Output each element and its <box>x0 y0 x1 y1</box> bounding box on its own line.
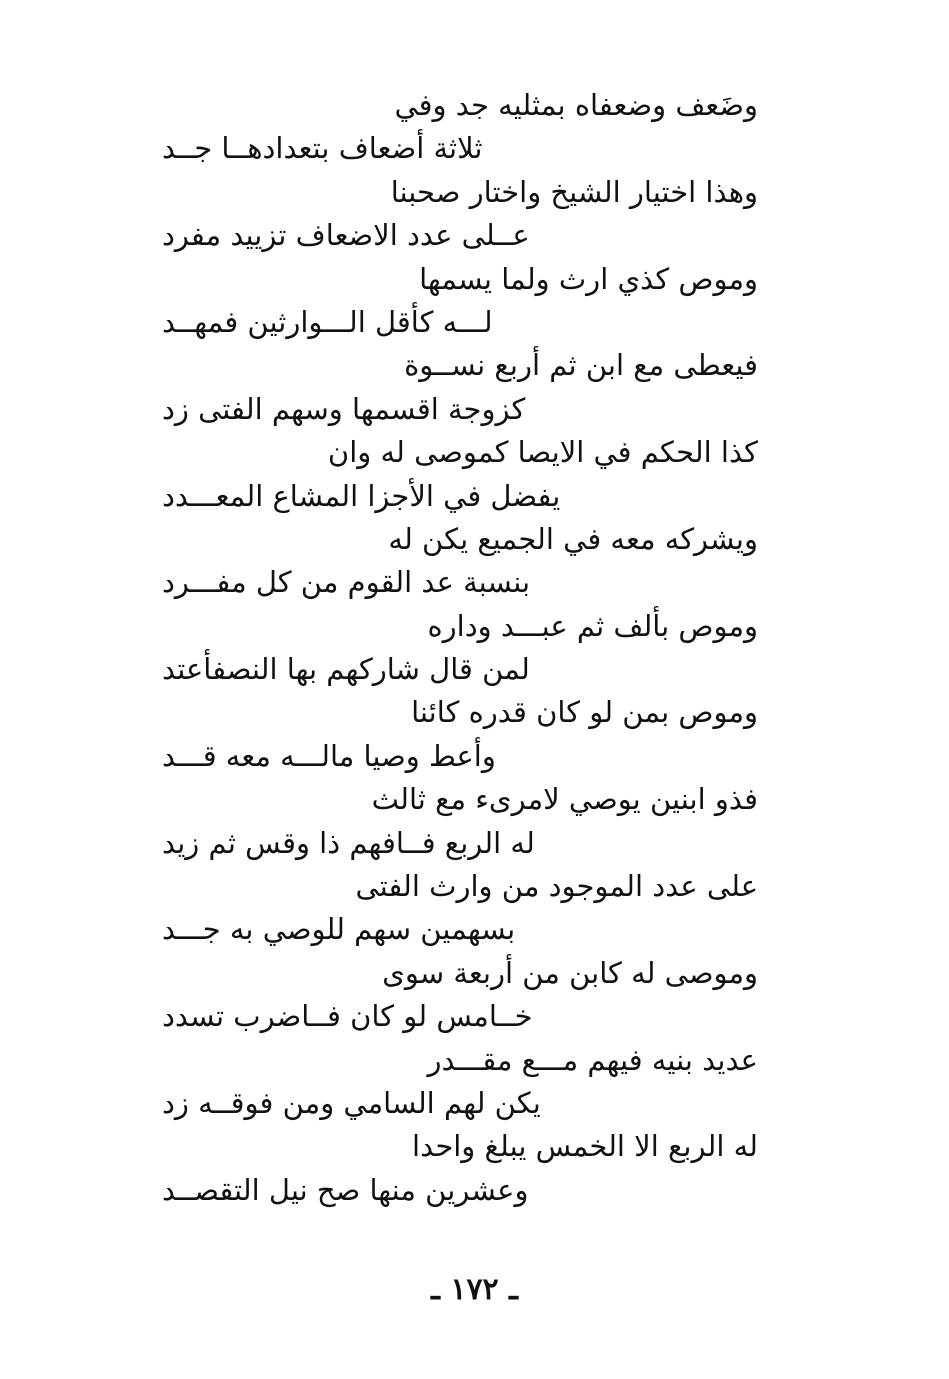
verse-line: وموص بألف ثم عبـــد وداره <box>427 608 758 643</box>
verse-line: فذو ابنين يوصي لامرىء مع ثالث <box>371 782 758 817</box>
verse-line: وموصى له كابن من أربعة سوى <box>382 955 758 990</box>
verse-line: يكن لهم السامي ومن فوقــه زد <box>162 1085 541 1120</box>
verse-line: وموص كذي ارث ولما يسمها <box>419 261 758 296</box>
verse-line: لمن قال شاركهم بها النصفأعتد <box>162 652 530 687</box>
verse-line: يفضل في الأجزا المشاع المعـــدد <box>162 478 561 513</box>
verse-line: عــلى عدد الاضعاف تزييد مفرد <box>162 218 530 253</box>
verse-line: خــامس لو كان فــاضرب تسدد <box>162 999 533 1034</box>
verse-line: ويشركه معه في الجميع يكن له <box>388 521 758 556</box>
verse-line: فيعطى مع ابن ثم أربع نســوة <box>404 348 758 383</box>
verse-line: بنسبة عد القوم من كل مفـــرد <box>162 565 531 600</box>
verse-line: كذا الحكم في الايصا كموصى له وان <box>327 435 758 470</box>
verse-line: على عدد الموجود من وارث الفتى <box>355 869 758 904</box>
verse-line: وموص بمن لو كان قدره كائنا <box>411 695 758 730</box>
verse-line: عديد بنيه فيهم مـــع مقـــدر <box>427 1042 758 1077</box>
verse-line: وضَعف وضعفاه بمثليه جد وفي <box>394 88 758 122</box>
verse-line: كزوجة اقسمها وسهم الفتى زد <box>162 391 526 426</box>
verse-line: بسهمين سهم للوصي به جـــد <box>162 912 516 947</box>
verse-line: له الربع فــافهم ذا وقس ثم زيد <box>162 825 535 860</box>
poem-text <box>160 84 760 1212</box>
verse-line: له الربع الا الخمس يبلغ واحدا <box>412 1129 758 1164</box>
verse-line: ثلاثة أضعاف بتعدادهــا جــد <box>162 131 483 166</box>
verse-line: وأعط وصيا مالـــه معه قـــد <box>162 738 496 773</box>
page-number: ـ ١٧٢ ـ <box>431 1272 518 1307</box>
verse-line: لـــه كأقل الـــوارثين فمهــد <box>162 304 493 339</box>
verse-line: وعشرين منها صح نيل التقصــد <box>162 1172 529 1207</box>
verse-line: وهذا اختيار الشيخ واختار صحبنا <box>390 174 758 209</box>
